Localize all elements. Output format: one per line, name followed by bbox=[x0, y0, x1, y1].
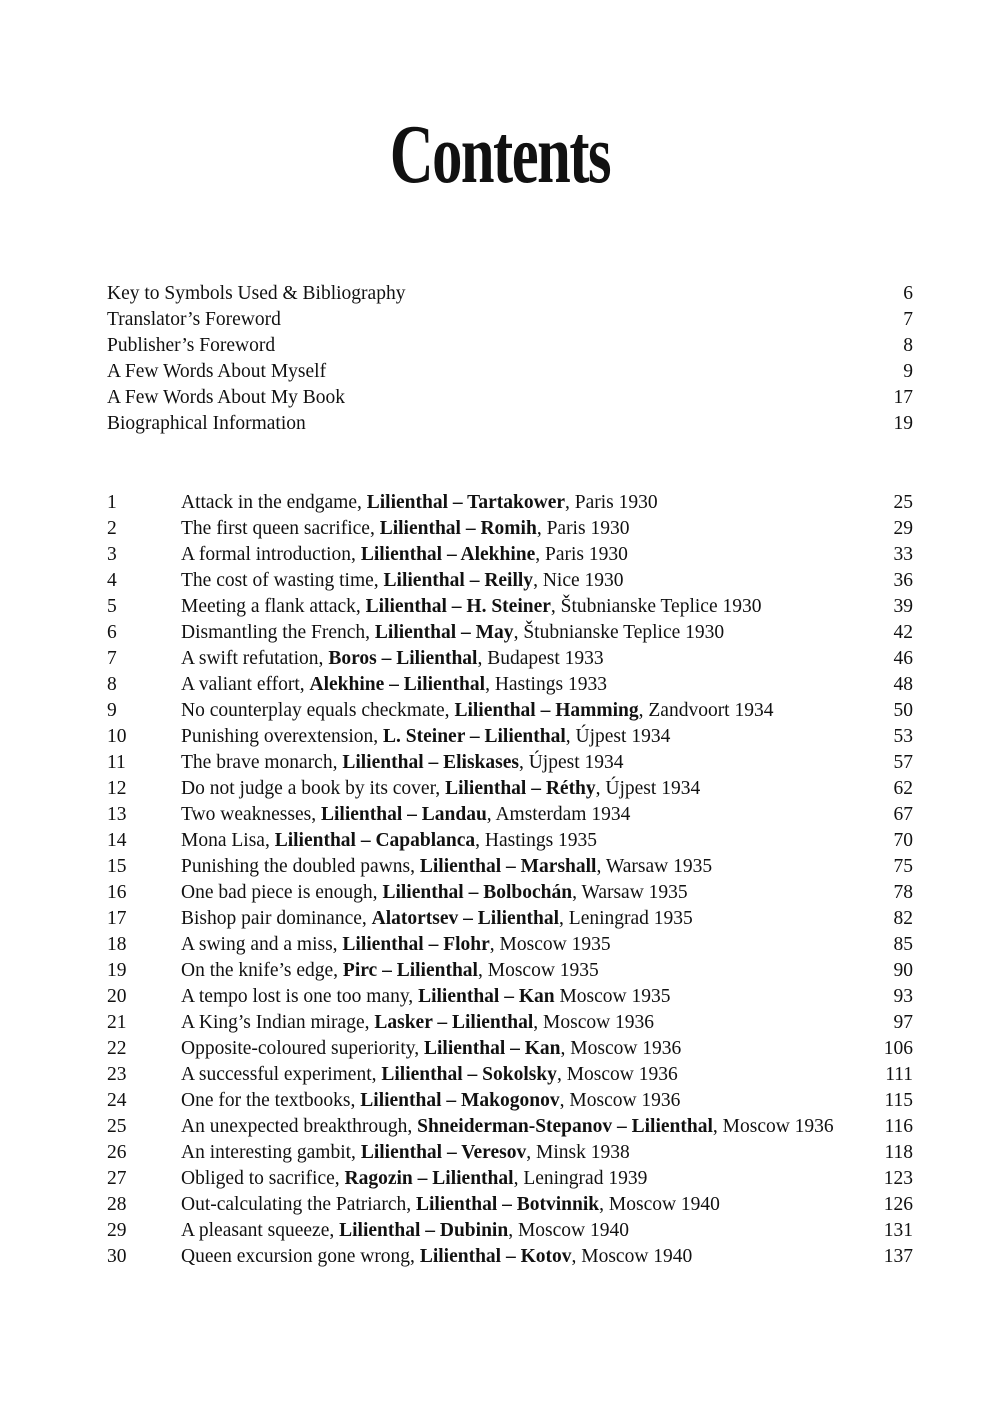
chapter-venue: , Minsk 1938 bbox=[526, 1142, 630, 1163]
chapter-description: Do not judge a book by its cover, bbox=[181, 778, 446, 799]
chapter-players: Lilienthal – Réthy bbox=[445, 778, 596, 799]
chapter-venue: , Štubnianske Teplice 1930 bbox=[513, 622, 725, 643]
front-matter-entry bbox=[107, 359, 913, 385]
chapter-description: Dismantling the French, bbox=[181, 622, 375, 643]
chapter-description: Bishop pair dominance, bbox=[181, 908, 372, 929]
chapter-title bbox=[181, 854, 853, 880]
chapter-description: A tempo lost is one too many, bbox=[181, 986, 419, 1007]
chapter-number: 24 bbox=[107, 1090, 127, 1111]
chapter-players: Lilienthal – Romih bbox=[379, 518, 537, 539]
chapter-description: The cost of wasting time, bbox=[181, 570, 384, 591]
chapter-venue: , Hastings 1933 bbox=[485, 674, 607, 695]
entry-title: Translator’s Foreword bbox=[107, 309, 281, 330]
entry-title: A Few Words About My Book bbox=[107, 387, 346, 408]
chapter-title bbox=[181, 1244, 853, 1270]
chapter-players: Lilienthal – Marshall bbox=[419, 856, 597, 877]
chapter-title bbox=[181, 1192, 853, 1218]
chapter-title bbox=[181, 568, 853, 594]
chapter-title bbox=[181, 1218, 853, 1244]
chapter-venue: , Amsterdam 1934 bbox=[486, 804, 631, 825]
chapter-players: Lilienthal – Makogonov bbox=[360, 1090, 560, 1111]
page-number: 123 bbox=[883, 1168, 913, 1189]
page-number: 93 bbox=[893, 986, 913, 1007]
chapter-description: Punishing overextension, bbox=[181, 726, 384, 747]
chapter-venue: , Újpest 1934 bbox=[565, 726, 671, 747]
front-matter-list bbox=[107, 281, 913, 437]
chapter-description: Obliged to sacrifice, bbox=[181, 1168, 345, 1189]
chapter-venue: , Hastings 1935 bbox=[475, 830, 598, 851]
chapter-venue: , Nice 1930 bbox=[533, 570, 624, 591]
chapter-number: 14 bbox=[107, 830, 127, 851]
chapter-number: 6 bbox=[107, 622, 117, 643]
chapter-title bbox=[181, 802, 853, 828]
chapter-entry bbox=[107, 490, 913, 516]
front-matter-entry bbox=[107, 333, 913, 359]
chapter-title bbox=[181, 1010, 853, 1036]
chapter-description: Mona Lisa, bbox=[181, 830, 275, 851]
chapter-venue: , Paris 1930 bbox=[535, 544, 628, 565]
chapter-players: Lilienthal – Hamming bbox=[454, 700, 639, 721]
page-number: 131 bbox=[883, 1220, 913, 1241]
chapter-number: 3 bbox=[107, 544, 117, 565]
chapter-title bbox=[181, 776, 853, 802]
page-number: 42 bbox=[893, 622, 913, 643]
chapter-players: L. Steiner – Lilienthal bbox=[383, 726, 566, 747]
chapter-title bbox=[181, 1036, 853, 1062]
chapter-description: An unexpected breakthrough, bbox=[181, 1116, 418, 1137]
page-number: 82 bbox=[893, 908, 913, 929]
page-number: 67 bbox=[893, 804, 913, 825]
chapter-title bbox=[181, 1166, 853, 1192]
chapter-description: A King’s Indian mirage, bbox=[181, 1012, 375, 1033]
chapter-number: 12 bbox=[107, 778, 127, 799]
front-matter-entry bbox=[107, 411, 913, 437]
chapter-title bbox=[181, 750, 853, 776]
chapter-description: Opposite-coloured superiority, bbox=[181, 1038, 424, 1059]
chapter-entry bbox=[107, 646, 913, 672]
page-number: 111 bbox=[885, 1064, 913, 1085]
chapter-entry bbox=[107, 568, 913, 594]
chapter-number: 13 bbox=[107, 804, 127, 825]
chapter-players: Lilienthal – Flohr bbox=[342, 934, 490, 955]
page-number: 78 bbox=[893, 882, 913, 903]
chapter-number: 25 bbox=[107, 1116, 127, 1137]
chapter-description: A swing and a miss, bbox=[181, 934, 343, 955]
chapter-description: An interesting gambit, bbox=[181, 1142, 361, 1163]
chapter-players: Lilienthal – Kotov bbox=[419, 1246, 572, 1267]
chapter-players: Lilienthal – Botvinnik bbox=[416, 1194, 600, 1215]
page-number: 70 bbox=[893, 830, 913, 851]
chapter-description: On the knife’s edge, bbox=[181, 960, 343, 981]
chapter-entry bbox=[107, 672, 913, 698]
chapter-venue: , Moscow 1935 bbox=[477, 960, 599, 981]
chapter-title bbox=[181, 984, 853, 1010]
chapter-venue: , Leningrad 1935 bbox=[559, 908, 693, 929]
chapter-players: Ragozin – Lilienthal bbox=[344, 1168, 514, 1189]
page-number: 137 bbox=[883, 1246, 913, 1267]
chapter-description: A formal introduction, bbox=[181, 544, 361, 565]
chapter-title bbox=[181, 620, 853, 646]
chapter-entry bbox=[107, 516, 913, 542]
chapter-number: 10 bbox=[107, 726, 127, 747]
page-number: 48 bbox=[893, 674, 913, 695]
page-title: Contents bbox=[389, 108, 611, 201]
page-number: 62 bbox=[893, 778, 913, 799]
chapter-title bbox=[181, 490, 853, 516]
chapter-entry bbox=[107, 1062, 913, 1088]
chapter-number: 5 bbox=[107, 596, 117, 617]
chapter-entry bbox=[107, 776, 913, 802]
chapter-players: Lilienthal – Bolbochán bbox=[382, 882, 573, 903]
chapter-venue: , Moscow 1936 bbox=[559, 1090, 681, 1111]
page-number: 75 bbox=[893, 856, 913, 877]
chapter-title bbox=[181, 724, 853, 750]
chapter-entry bbox=[107, 1036, 913, 1062]
chapter-entry bbox=[107, 828, 913, 854]
chapter-title bbox=[181, 516, 853, 542]
chapter-entry bbox=[107, 958, 913, 984]
chapter-list bbox=[107, 490, 913, 1270]
page-number: 57 bbox=[893, 752, 913, 773]
chapter-title bbox=[181, 594, 853, 620]
chapter-entry bbox=[107, 1218, 913, 1244]
page-number: 36 bbox=[893, 570, 913, 591]
page-number: 33 bbox=[893, 544, 913, 565]
page-number: 25 bbox=[893, 492, 913, 513]
chapter-players: Lilienthal – Reilly bbox=[383, 570, 534, 591]
chapter-players: Lilienthal – Sokolsky bbox=[381, 1064, 557, 1085]
chapter-players: Alatortsev – Lilienthal bbox=[371, 908, 560, 929]
entry-title: Publisher’s Foreword bbox=[107, 335, 276, 356]
chapter-entry bbox=[107, 880, 913, 906]
page-number: 116 bbox=[884, 1116, 913, 1137]
chapter-title bbox=[181, 672, 853, 698]
chapter-venue: , Paris 1930 bbox=[565, 492, 658, 513]
page-number: 19 bbox=[893, 413, 913, 434]
chapter-title bbox=[181, 958, 853, 984]
chapter-players: Lilienthal – Alekhine bbox=[360, 544, 536, 565]
page-number: 85 bbox=[893, 934, 913, 955]
chapter-players: Shneiderman-Stepanov – Lilienthal bbox=[417, 1116, 713, 1137]
entry-title: Key to Symbols Used & Bibliography bbox=[107, 283, 406, 304]
page-number: 46 bbox=[893, 648, 913, 669]
page-number: 115 bbox=[884, 1090, 913, 1111]
chapter-number: 19 bbox=[107, 960, 127, 981]
chapter-players: Pirc – Lilienthal bbox=[342, 960, 478, 981]
chapter-number: 23 bbox=[107, 1064, 127, 1085]
chapter-venue: , Moscow 1940 bbox=[508, 1220, 629, 1241]
chapter-entry bbox=[107, 542, 913, 568]
chapter-entry bbox=[107, 1192, 913, 1218]
chapter-players: Boros – Lilienthal bbox=[328, 648, 478, 669]
chapter-title bbox=[181, 828, 853, 854]
chapter-number: 1 bbox=[107, 492, 117, 513]
chapter-number: 15 bbox=[107, 856, 127, 877]
page-number: 97 bbox=[893, 1012, 913, 1033]
chapter-number: 4 bbox=[107, 570, 117, 591]
chapter-players: Lilienthal – Kan bbox=[423, 1038, 561, 1059]
chapter-number: 30 bbox=[107, 1246, 127, 1267]
page-number: 90 bbox=[893, 960, 913, 981]
chapter-players: Lilienthal – Eliskases bbox=[342, 752, 519, 773]
chapter-description: The brave monarch, bbox=[181, 752, 343, 773]
page-number: 8 bbox=[903, 335, 913, 356]
chapter-players: Lilienthal – Kan bbox=[418, 986, 555, 1007]
chapter-number: 28 bbox=[107, 1194, 127, 1215]
chapter-title bbox=[181, 1062, 853, 1088]
chapter-number: 20 bbox=[107, 986, 127, 1007]
chapter-number: 21 bbox=[107, 1012, 127, 1033]
chapter-venue: , Újpest 1934 bbox=[595, 778, 701, 799]
chapter-players: Lilienthal – Capablanca bbox=[274, 830, 476, 851]
chapter-venue: , Štubnianske Teplice 1930 bbox=[550, 596, 762, 617]
chapter-entry bbox=[107, 1140, 913, 1166]
chapter-venue: , Warsaw 1935 bbox=[572, 882, 688, 903]
chapter-entry bbox=[107, 1244, 913, 1270]
page-number: 29 bbox=[893, 518, 913, 539]
chapter-venue: , Moscow 1935 bbox=[489, 934, 611, 955]
chapter-venue: , Moscow 1940 bbox=[599, 1194, 720, 1215]
chapter-entry bbox=[107, 932, 913, 958]
chapter-entry bbox=[107, 594, 913, 620]
chapter-players: Lilienthal – Dubinin bbox=[339, 1220, 509, 1241]
front-matter-entry bbox=[107, 307, 913, 333]
chapter-entry bbox=[107, 620, 913, 646]
entry-title: A Few Words About Myself bbox=[107, 361, 327, 382]
chapter-description: Punishing the doubled pawns, bbox=[181, 856, 420, 877]
page-number: 6 bbox=[903, 283, 913, 304]
chapter-entry bbox=[107, 1088, 913, 1114]
chapter-entry bbox=[107, 802, 913, 828]
chapter-number: 29 bbox=[107, 1220, 127, 1241]
chapter-description: One for the textbooks, bbox=[181, 1090, 361, 1111]
chapter-entry bbox=[107, 984, 913, 1010]
chapter-venue: , Moscow 1936 bbox=[712, 1116, 834, 1137]
page-number: 50 bbox=[893, 700, 913, 721]
chapter-number: 17 bbox=[107, 908, 127, 929]
chapter-number: 8 bbox=[107, 674, 117, 695]
page-number: 126 bbox=[883, 1194, 913, 1215]
chapter-number: 16 bbox=[107, 882, 127, 903]
chapter-title bbox=[181, 542, 853, 568]
page-number: 118 bbox=[884, 1142, 913, 1163]
chapter-number: 18 bbox=[107, 934, 127, 955]
chapter-description: A successful experiment, bbox=[181, 1064, 382, 1085]
chapter-players: Lilienthal – Tartakower bbox=[366, 492, 566, 513]
chapter-description: Queen excursion gone wrong, bbox=[181, 1246, 420, 1267]
chapter-description: Meeting a flank attack, bbox=[181, 596, 366, 617]
front-matter-entry bbox=[107, 385, 913, 411]
chapter-title bbox=[181, 698, 853, 724]
chapter-number: 2 bbox=[107, 518, 117, 539]
page-number: 53 bbox=[893, 726, 913, 747]
chapter-description: A pleasant squeeze, bbox=[181, 1220, 340, 1241]
chapter-title bbox=[181, 1140, 853, 1166]
chapter-venue: , Moscow 1936 bbox=[533, 1012, 655, 1033]
chapter-number: 9 bbox=[107, 700, 117, 721]
page-number: 39 bbox=[893, 596, 913, 617]
chapter-entry bbox=[107, 1010, 913, 1036]
front-matter-entry bbox=[107, 281, 913, 307]
chapter-number: 7 bbox=[107, 648, 117, 669]
chapter-title bbox=[181, 1088, 853, 1114]
chapter-title bbox=[181, 880, 853, 906]
chapter-venue: , Moscow 1940 bbox=[571, 1246, 693, 1267]
chapter-number: 26 bbox=[107, 1142, 127, 1163]
page-number: 17 bbox=[893, 387, 913, 408]
page-number: 106 bbox=[883, 1038, 913, 1059]
chapter-number: 11 bbox=[107, 752, 126, 773]
chapter-entry bbox=[107, 854, 913, 880]
chapter-entry bbox=[107, 906, 913, 932]
chapter-venue: , Zandvoort 1934 bbox=[638, 700, 774, 721]
chapter-description: Out-calculating the Patriarch, bbox=[181, 1194, 416, 1215]
chapter-players: Lilienthal – Landau bbox=[320, 804, 487, 825]
chapter-description: A swift refutation, bbox=[181, 648, 329, 669]
page-number: 7 bbox=[903, 309, 913, 330]
chapter-number: 22 bbox=[107, 1038, 127, 1059]
chapter-players: Alekhine – Lilienthal bbox=[309, 674, 486, 695]
chapter-title bbox=[181, 932, 853, 958]
chapter-description: Two weaknesses, bbox=[181, 804, 321, 825]
chapter-venue: , Moscow 1936 bbox=[560, 1038, 682, 1059]
chapter-venue: , Warsaw 1935 bbox=[596, 856, 713, 877]
entry-title: Biographical Information bbox=[107, 413, 306, 434]
chapter-venue: , Moscow 1936 bbox=[556, 1064, 678, 1085]
page-number: 9 bbox=[903, 361, 913, 382]
chapter-entry bbox=[107, 750, 913, 776]
chapter-players: Lilienthal – Veresov bbox=[360, 1142, 527, 1163]
chapter-description: A valiant effort, bbox=[181, 674, 310, 695]
chapter-venue: , Budapest 1933 bbox=[477, 648, 604, 669]
chapter-number: 27 bbox=[107, 1168, 127, 1189]
chapter-venue: , Újpest 1934 bbox=[518, 752, 624, 773]
chapter-entry bbox=[107, 1166, 913, 1192]
chapter-title bbox=[181, 646, 853, 672]
chapter-title bbox=[181, 1114, 853, 1140]
chapter-venue: Moscow 1935 bbox=[554, 986, 671, 1007]
chapter-entry bbox=[107, 1114, 913, 1140]
chapter-players: Lilienthal – H. Steiner bbox=[365, 596, 551, 617]
chapter-description: Attack in the endgame, bbox=[181, 492, 367, 513]
chapter-players: Lasker – Lilienthal bbox=[374, 1012, 534, 1033]
chapter-venue: , Paris 1930 bbox=[536, 518, 630, 539]
chapter-entry bbox=[107, 724, 913, 750]
chapter-entry bbox=[107, 698, 913, 724]
chapter-players: Lilienthal – May bbox=[374, 622, 514, 643]
chapter-description: The first queen sacrifice, bbox=[181, 518, 380, 539]
chapter-title bbox=[181, 906, 853, 932]
chapter-description: No counterplay equals checkmate, bbox=[181, 700, 455, 721]
chapter-description: One bad piece is enough, bbox=[181, 882, 383, 903]
chapter-venue: , Leningrad 1939 bbox=[513, 1168, 648, 1189]
